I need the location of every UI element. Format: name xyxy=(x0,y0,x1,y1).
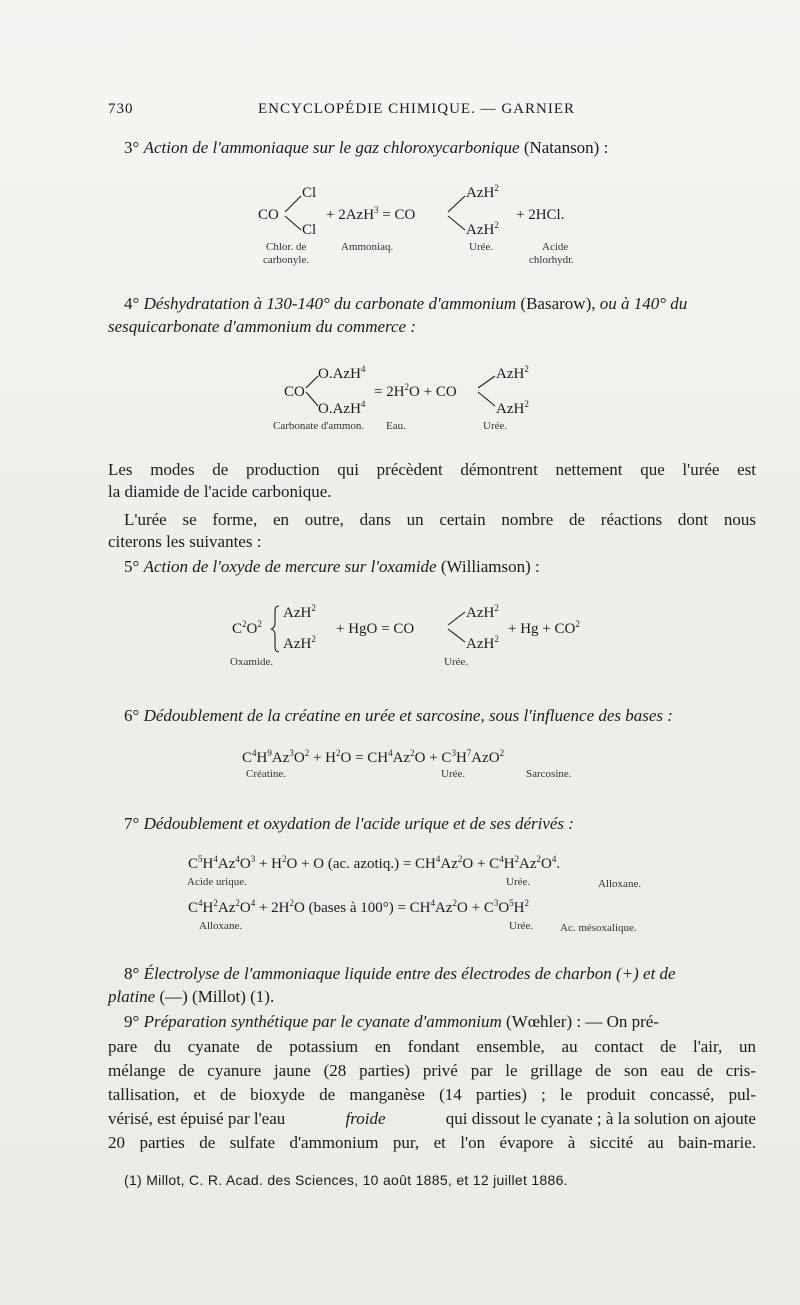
text-run: froide xyxy=(345,1109,386,1128)
label: Urée. xyxy=(506,876,531,888)
label: chlorhydr. xyxy=(529,254,574,266)
formula-c2o2: $C^2O^2$ xyxy=(232,619,262,637)
label: Alloxane. xyxy=(199,920,243,932)
formula-azh2: AzH$^2$ xyxy=(466,220,499,238)
label: Chlor. de xyxy=(266,241,307,253)
paragraph-line: Les modes de production qui précèdent démontrent nettement que l'urée est xyxy=(108,460,756,479)
paragraph-line: tallisation, et de bioxyde de manganèse (14 parties) ; le produit concassé, pul- xyxy=(108,1085,756,1104)
section-number: 6° xyxy=(124,706,140,725)
paragraph-line: L'urée se forme, en outre, dans un certain nombre de réactions dont nous xyxy=(124,510,756,529)
formula-hgo: + HgO = CO xyxy=(336,621,415,637)
section-5-heading xyxy=(124,557,540,577)
label: Urée. xyxy=(509,920,534,932)
formula-hg-co2: + $Hg + CO^2$ xyxy=(508,619,580,637)
text-run: vérisé, est épuisé par l'eau xyxy=(108,1109,286,1128)
paragraph-line: pare du cyanate de potassium en fondant ensemble, au contact de l'air, un xyxy=(108,1037,756,1056)
label: Eau. xyxy=(386,420,406,432)
formula-azh2: AzH$^2$ xyxy=(496,364,529,382)
section-title-continued: platine xyxy=(108,987,156,1006)
section-author: (Natanson) : xyxy=(523,138,609,157)
section-4-heading-cont: sesquicarbonate d'ammonium du commerce : xyxy=(108,317,417,336)
formula-ammoniac: + 2AzH$^3$ = CO xyxy=(326,205,416,223)
section-6-heading xyxy=(124,706,673,726)
formula-water: = $2H^2O$ + CO xyxy=(374,382,457,400)
formula-azh2: AzH$^2$ xyxy=(283,634,316,652)
label: Ac. mésoxalique. xyxy=(560,922,637,934)
formula-azh2: AzH$^2$ xyxy=(466,183,499,201)
label: carbonyle. xyxy=(263,254,310,266)
section-number: 5° xyxy=(124,557,140,576)
label: Alloxane. xyxy=(598,878,642,890)
formula-hcl: + 2HCl. xyxy=(516,207,565,223)
paragraph-line: mélange de cyanure jaune (28 parties) privé par le grillage de son eau de cris- xyxy=(108,1061,756,1080)
formula-azh2: AzH$^2$ xyxy=(466,634,499,652)
formula-uric-acid-reaction: $C^5H^4Az^4O^3 + H^2O + O$ (ac. azotiq.) = $CH^4Az^2O + C^4H^2Az^2O^4$. xyxy=(188,854,561,872)
section-9-heading xyxy=(124,1012,659,1032)
formula-cl: Cl xyxy=(302,222,317,238)
label: Sarcosine. xyxy=(526,768,572,780)
section-3-heading xyxy=(124,138,608,158)
text-run: qui dissout le cyanate ; à la solution on ajoute xyxy=(445,1109,756,1128)
formula-alloxane-reaction: $C^4H^2Az^2O^4 + 2H^2O$ (bases à $100^\circ) = CH^4Az^2O + C^3O^5H^2$ xyxy=(188,898,530,916)
section-number: 3° xyxy=(124,138,140,157)
paragraph-line: la diamide de l'acide carbonique. xyxy=(108,482,332,501)
running-title: ENCYCLOPÉDIE CHIMIQUE. — GARNIER xyxy=(258,101,575,117)
paragraph-line: citerons les suivantes : xyxy=(108,532,262,551)
section-author: (—) (Millot) (1). xyxy=(159,987,275,1006)
formula-oazh4: O.AzH$^4$ xyxy=(318,399,366,417)
formula-creatine-reaction: $C^4H^9Az^3O^2 + H^2O = CH^4Az^2O + C^3H^7AzO^2$ xyxy=(242,748,505,766)
label: Acide xyxy=(542,241,569,253)
formula-co: CO xyxy=(284,384,305,400)
section-8-heading xyxy=(124,964,676,984)
section-number: 9° xyxy=(124,1012,140,1031)
label: Urée. xyxy=(444,656,469,668)
section-title: Dédoublement et oxydation de l'acide urique et de ses dérivés : xyxy=(143,814,574,833)
paragraph-line xyxy=(108,1109,756,1129)
section-title: Dédoublement de la créatine en urée et sarcosine, sous l'influence des bases : xyxy=(143,706,673,725)
section-title: Préparation synthétique par le cyanate d'ammonium xyxy=(143,1012,502,1031)
section-title-continued: ou à 140° du xyxy=(599,294,688,313)
section-title: Électrolyse de l'ammoniaque liquide entre des électrodes de charbon (+) et de xyxy=(143,964,676,983)
formula-oazh4: O.AzH$^4$ xyxy=(318,364,366,382)
footnote: (1) Millot, C. R. Acad. des Sciences, 10 août 1885, et 12 juillet 1886. xyxy=(124,1172,568,1188)
section-author: (Williamson) : xyxy=(440,557,540,576)
section-author: (Wœhler) : — On pré- xyxy=(506,1012,659,1031)
label: Urée. xyxy=(441,768,466,780)
formula-co: CO xyxy=(258,207,279,223)
label: Carbonate d'ammon. xyxy=(273,420,365,432)
section-number: 7° xyxy=(124,814,140,833)
label: Urée. xyxy=(483,420,508,432)
formula-azh2: AzH$^2$ xyxy=(466,603,499,621)
label: Ammoniaq. xyxy=(341,241,394,253)
section-number: 4° xyxy=(124,294,140,313)
formula-cl: Cl xyxy=(302,185,317,201)
section-title: Déshydratation à 130-140° du carbonate d'ammonium xyxy=(143,294,517,313)
section-7-heading xyxy=(124,814,574,834)
paragraph-line: 20 parties de sulfate d'ammonium pur, et l'on évapore à siccité au bain-marie. xyxy=(108,1133,756,1152)
formula-azh2: AzH$^2$ xyxy=(496,399,529,417)
section-8-heading-cont xyxy=(108,987,274,1007)
section-author: (Basarow), xyxy=(520,294,596,313)
page-number: 730 xyxy=(108,101,134,117)
label: Urée. xyxy=(469,241,494,253)
label: Oxamide. xyxy=(230,656,274,668)
formula-azh2: AzH$^2$ xyxy=(283,603,316,621)
label: Créatine. xyxy=(246,768,287,780)
section-title: Action de l'ammoniaque sur le gaz chloroxycarbonique xyxy=(143,138,520,157)
section-4-heading xyxy=(124,294,687,314)
label: Acide urique. xyxy=(187,876,247,888)
section-number: 8° xyxy=(124,964,140,983)
section-title: Action de l'oxyde de mercure sur l'oxamide xyxy=(143,557,437,576)
